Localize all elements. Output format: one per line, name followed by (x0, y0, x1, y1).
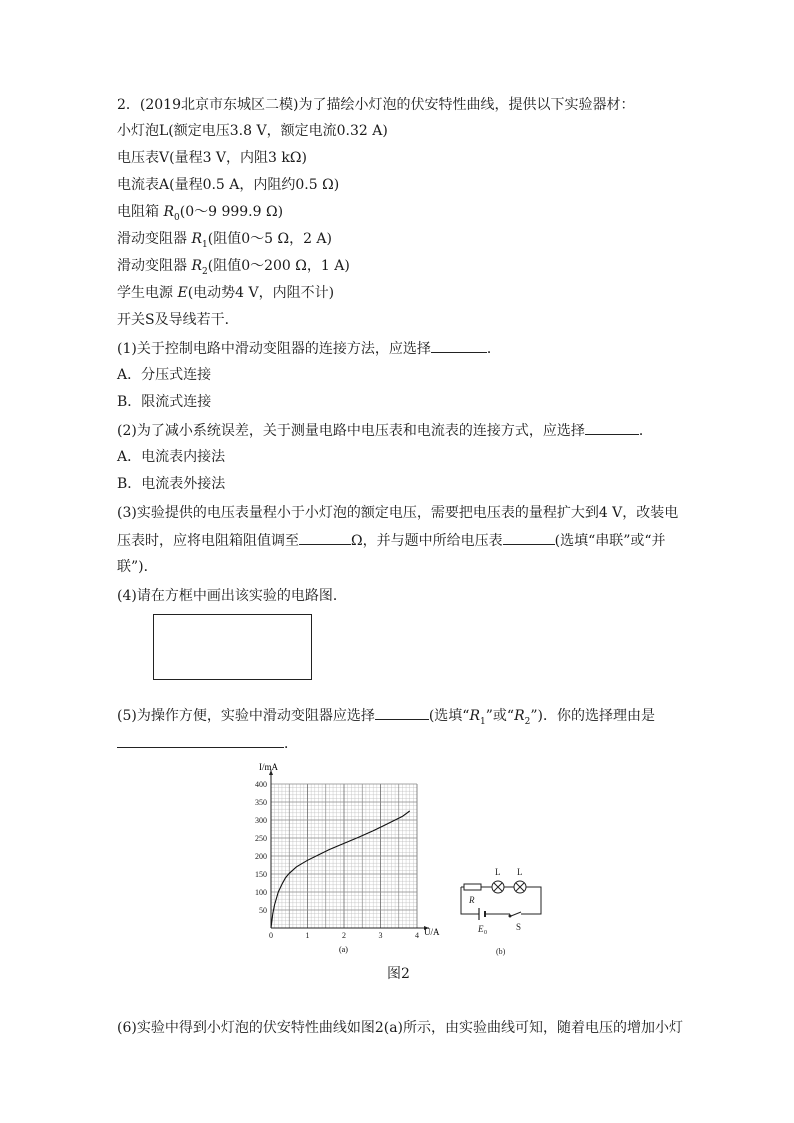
q2-answer-blank[interactable] (585, 420, 639, 435)
circuit-label-r: R (469, 895, 475, 905)
q3-connection-blank[interactable] (503, 530, 555, 545)
circuit-label-e-subscript: 0 (484, 930, 487, 936)
figure-b-caption: (b) (496, 947, 506, 956)
q6-text: (6)实验中得到小灯泡的伏安特性曲线如图2(a)所示，由实验曲线可知，随着电压的增加小灯 (117, 1020, 684, 1036)
switch-blade-icon (511, 912, 521, 916)
q4-text: (4)请在方框中画出该实验的电路图． (117, 588, 347, 604)
q3-line-1: (3)实验提供的电压表量程小于小灯泡的额定电压，需要把电压表的量程扩大到4 V，改装电 (117, 505, 679, 521)
resistor-icon (464, 884, 481, 890)
q1-text (117, 338, 501, 359)
equipment-switch: 开关S及导线若干． (117, 312, 239, 328)
source-suffix: (电动势4 V，内阻不计) (187, 285, 335, 301)
q1-option-a: A．分压式连接 (117, 367, 212, 383)
y-tick-label: 400 (255, 780, 267, 789)
equipment-voltmeter: 电压表V(量程3 V，内阻3 kΩ) (117, 150, 307, 166)
circuit-label-l2: L (517, 867, 523, 877)
lamp-2-cross-icon (516, 883, 524, 891)
q5-end: ． (284, 736, 298, 752)
switch-terminal-icon (509, 915, 512, 918)
q1-option-b: B．限流式连接 (117, 394, 212, 410)
q5-line-2 (117, 733, 298, 754)
q3-resistance-blank[interactable] (299, 530, 351, 545)
equipment-lamp: 小灯泡L(额定电压3.8 V，额定电流0.32 A) (117, 123, 388, 139)
y-tick-label: 300 (255, 816, 267, 825)
q5-part-d: ”)．你的选择理由是 (530, 708, 655, 724)
equipment-resistance-box (117, 202, 283, 228)
source-prefix: 学生电源 (117, 285, 178, 301)
equipment-rheostat-1 (117, 229, 332, 255)
q3-line-2 (117, 530, 666, 551)
q5-part-a: (5)为操作方便，实验中滑动变阻器应选择 (117, 708, 375, 724)
source-symbol: E (177, 285, 188, 301)
y-tick-label: 250 (255, 834, 267, 843)
q1-end: ． (486, 341, 501, 357)
q3-part-a: 压表时，应将电阻箱阻值调至 (117, 533, 299, 549)
q5-r2-symbol: R (514, 708, 525, 724)
chart-x-axis-label: U/A (424, 927, 440, 937)
r0-symbol: R (163, 204, 174, 220)
circuit-diagram (455, 860, 550, 958)
lamp-1-cross-icon (494, 883, 502, 891)
equipment-rheostat-2 (117, 256, 350, 282)
y-tick-label: 350 (255, 798, 267, 807)
q3-part-b: Ω，并与题中所给电压表 (351, 533, 503, 549)
r2-suffix: (阻值0～200 Ω，1 A) (207, 258, 350, 274)
q5-part-c: ”或“ (485, 708, 515, 724)
circuit-label-s: S (516, 922, 522, 932)
r0-prefix: 电阻箱 (117, 204, 164, 220)
q1-stem: (1)关于控制电路中滑动变阻器的连接方法，应选择 (117, 341, 431, 357)
q5-r2-subscript: 2 (524, 716, 531, 727)
r1-subscript: 1 (202, 239, 208, 250)
r1-suffix: (阻值0～5 Ω，2 A) (207, 231, 332, 247)
y-tick-label: 200 (255, 852, 267, 861)
x-tick-label: 3 (378, 931, 383, 940)
iv-curve-chart (238, 758, 453, 958)
q5-line-1 (117, 705, 655, 732)
figure-title: 图2 (387, 966, 410, 982)
q3-line-3: 联”)． (117, 559, 158, 575)
figure-a-caption: (a) (339, 945, 348, 954)
q5-r1-subscript: 1 (480, 716, 486, 727)
q1-answer-blank[interactable] (431, 338, 487, 353)
chart-y-axis-label: I/mA (259, 762, 278, 772)
equipment-ammeter: 电流表A(量程0.5 A，内阻约0.5 Ω) (117, 177, 340, 193)
q5-rheostat-blank[interactable] (375, 705, 429, 720)
x-tick-label: 1 (305, 931, 310, 940)
equipment-power-source (117, 283, 334, 303)
x-tick-label: 2 (342, 931, 346, 940)
q5-r1-symbol: R (469, 708, 481, 724)
r2-subscript: 2 (202, 266, 208, 277)
r0-suffix: (0～9 999.9 Ω) (179, 204, 284, 220)
q2-stem: (2)为了减小系统误差，关于测量电路中电压表和电流表的连接方式，应选择 (117, 423, 585, 439)
y-tick-label: 50 (259, 906, 267, 915)
x-tick-label: 0 (269, 931, 273, 940)
y-tick-label: 100 (255, 888, 267, 897)
y-tick-label: 150 (255, 870, 267, 879)
circuit-label-e: E (478, 924, 484, 934)
q5-reason-blank[interactable] (117, 733, 284, 748)
r1-symbol: R (191, 231, 202, 247)
r1-prefix: 滑动变阻器 (117, 231, 192, 247)
q2-option-a: A．电流表内接法 (117, 449, 226, 465)
r2-prefix: 滑动变阻器 (117, 258, 192, 274)
q2-option-b: B．电流表外接法 (117, 476, 226, 492)
x-tick-label: 4 (415, 931, 419, 940)
q2-text (117, 420, 653, 441)
r0-subscript: 0 (174, 212, 180, 223)
chart-tick-labels (255, 780, 419, 940)
r2-symbol: R (191, 258, 202, 274)
q5-part-b: (选填“ (428, 708, 470, 724)
q2-end: ． (638, 423, 653, 439)
circuit-label-l1: L (495, 867, 501, 877)
question-header: 2．(2019北京市东城区二模)为了描绘小灯泡的伏安特性曲线，提供以下实验器材： (117, 97, 635, 113)
q3-part-c: (选填“串联”或“并 (554, 533, 666, 549)
circuit-drawing-box[interactable] (153, 614, 312, 680)
